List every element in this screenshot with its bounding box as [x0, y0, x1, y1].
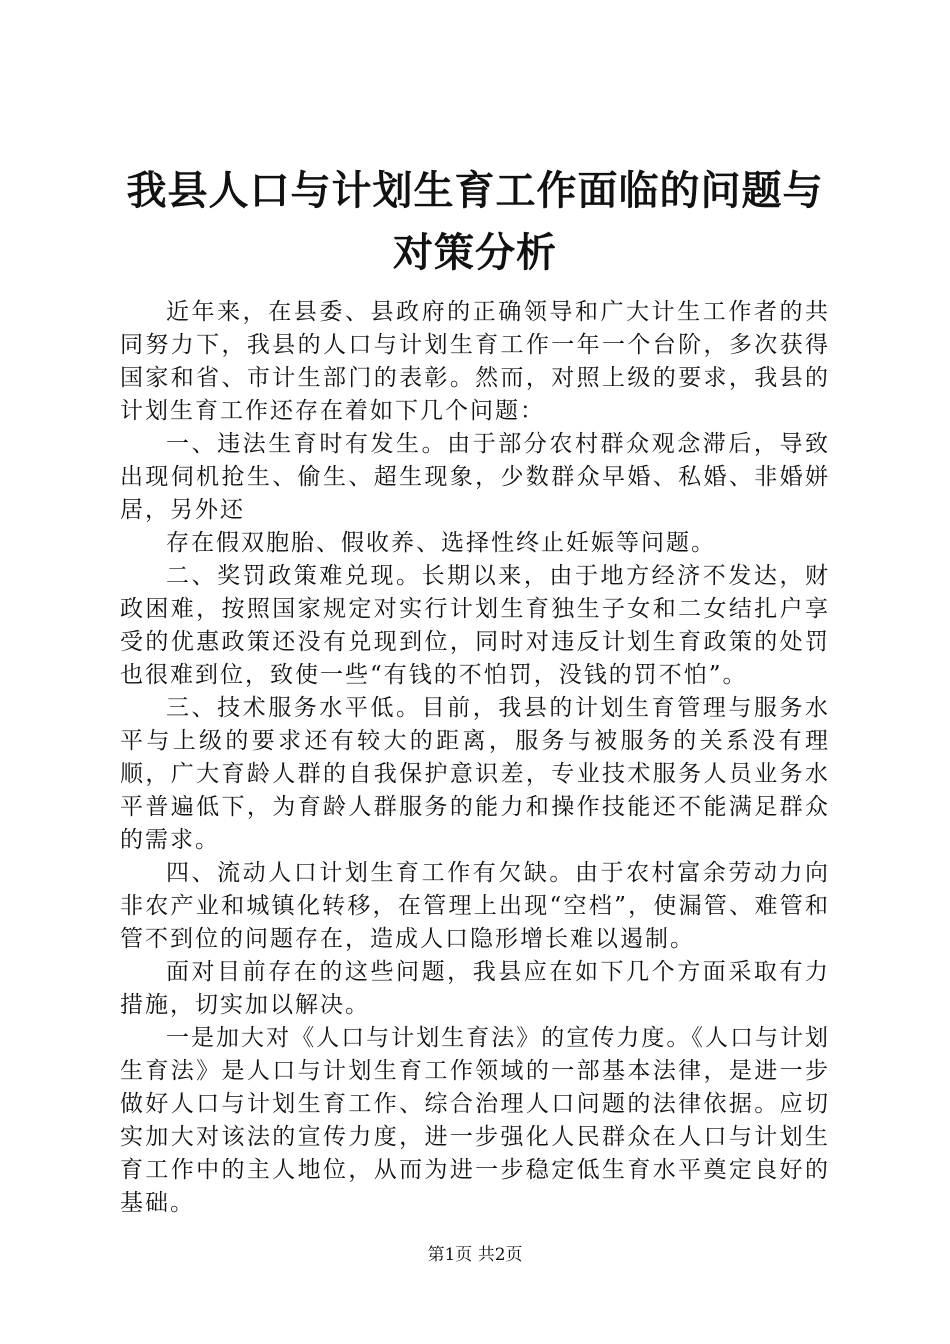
paragraph-issue-2: 二、奖罚政策难兑现。长期以来，由于地方经济不发达，财政困难，按照国家规定对实行计划生育独生子女和二女结扎户享受的优惠政策还没有兑现到位，同时对违反计划生育政策的处罚也很难到位，致使一些“有钱的不怕罚，没钱的罚不怕”。	[120, 563, 830, 688]
paragraph-issue-1-continued: 存在假双胞胎、假收养、选择性终止妊娠等问题。	[166, 530, 716, 556]
paragraph-measure-1: 一是加大对《人口与计划生育法》的宣传力度。《人口与计划生育法》是人口与计划生育工作领域的一部基本法律，是进一步做好人口与计划生育工作、综合治理人口问题的法律依据。应切实加大对该法的宣传力度，进一步强化人民群众在人口与计划生育工作中的主人地位，从而为进一步稳定低生育水平奠定良好的基础。	[120, 1025, 830, 1216]
paragraph-issue-3: 三、技术服务水平低。目前，我县的计划生育管理与服务水平与上级的要求还有较大的距离，服务与被服务的关系没有理顺，广大育龄人群的自我保护意识差，专业技术服务人员业务水平普遍低下，为育龄人群服务的能力和操作技能还不能满足群众的需求。	[120, 695, 830, 853]
paragraph-measures-intro: 面对目前存在的这些问题，我县应在如下几个方面采取有力措施，切实加以解决。	[120, 959, 830, 1018]
paragraph-issue-4: 四、流动人口计划生育工作有欠缺。由于农村富余劳动力向非农产业和城镇化转移，在管理上出现“空档”，使漏管、难管和管不到位的问题存在，造成人口隐形增长难以遏制。	[120, 860, 830, 952]
paragraph-intro: 近年来，在县委、县政府的正确领导和广大计生工作者的共同努力下，我县的人口与计划生育工作一年一个台阶，多次获得国家和省、市计生部门的表彰。然而，对照上级的要求，我县的计划生育工作还存在着如下几个问题：	[120, 299, 830, 424]
page-footer: 第1页 共2页	[427, 1245, 523, 1265]
document-body	[120, 296, 830, 1220]
paragraph-issue-1: 一、违法生育时有发生。由于部分农村群众观念滞后，导致出现伺机抢生、偷生、超生现象，少数群众早婚、私婚、非婚姘居，另外还	[120, 431, 830, 523]
document-title: 我县人口与计划生育工作面临的问题与对策分析	[126, 167, 824, 276]
